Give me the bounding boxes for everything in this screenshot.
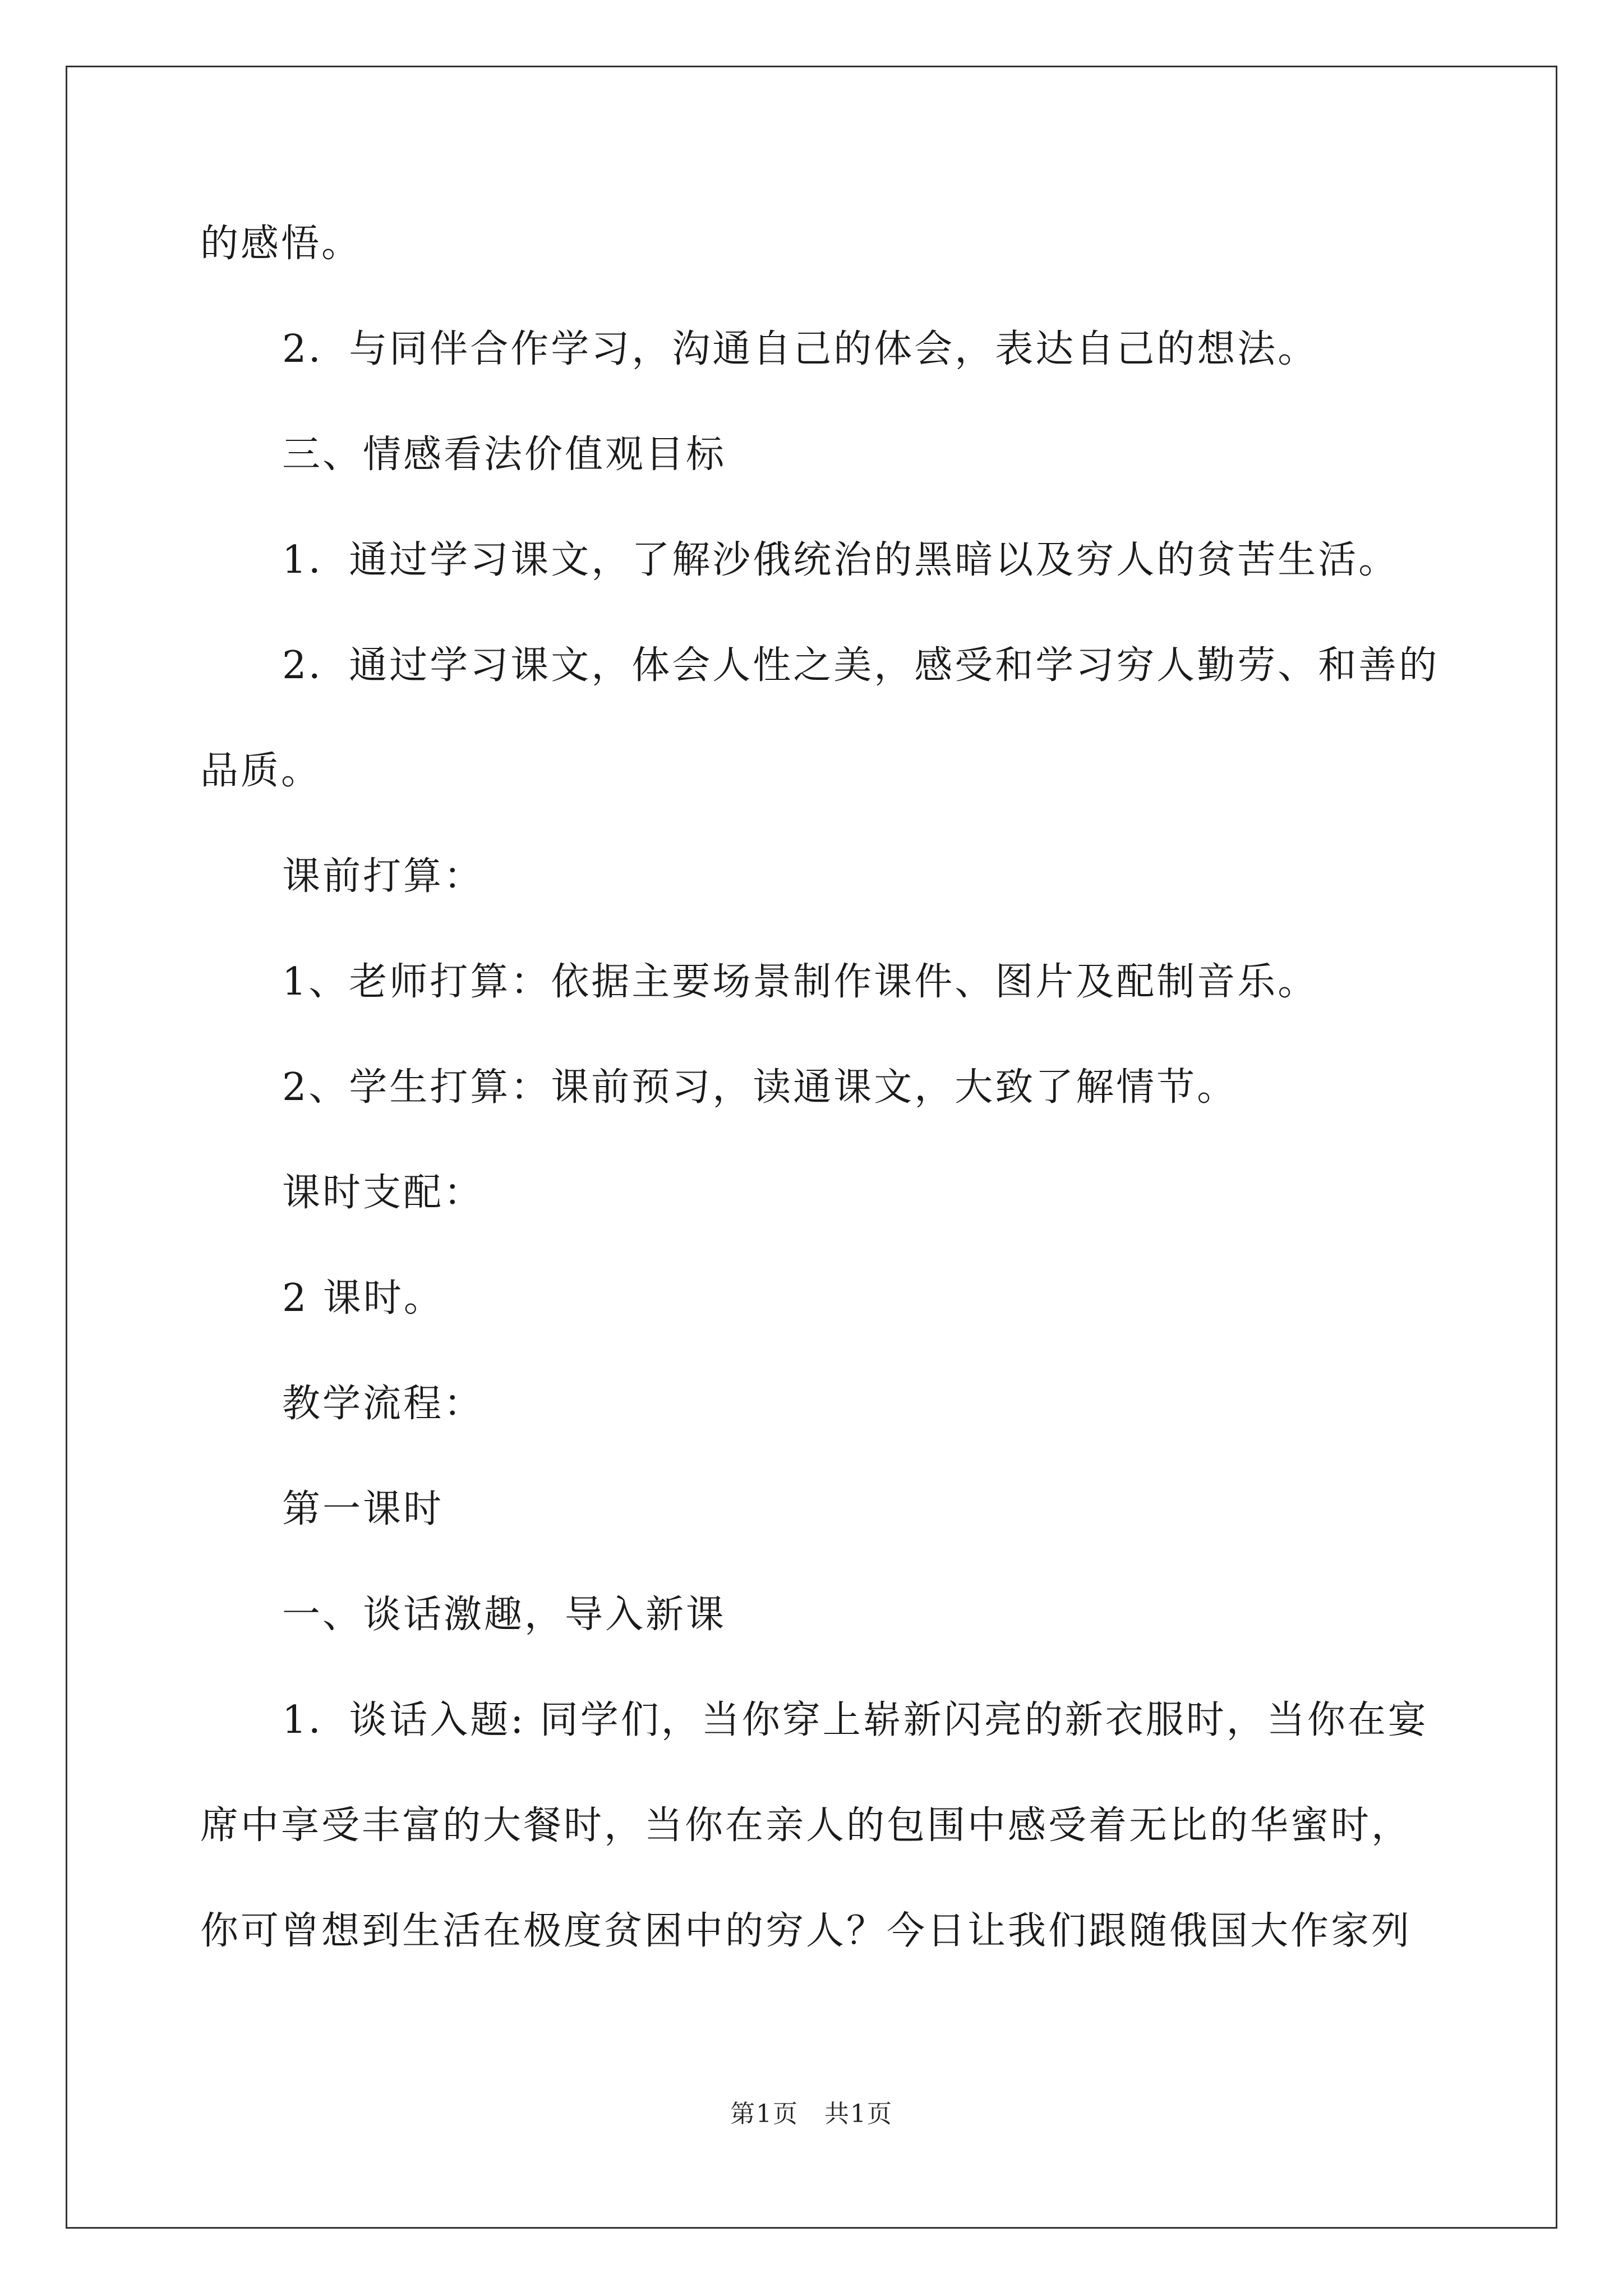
text-line: 1．通过学习课文，了解沙俄统治的黑暗以及穷人的贫苦生活。 bbox=[282, 538, 1399, 582]
section-heading: 第一课时 bbox=[282, 1487, 444, 1531]
text-line: 席中享受丰富的大餐时，当你在亲人的包围中感受着无比的华蜜时， bbox=[200, 1803, 1412, 1848]
section-heading: 课前打算： bbox=[282, 854, 485, 899]
text-line: 2．与同伴合作学习，沟通自己的体会，表达自己的想法。 bbox=[282, 327, 1318, 371]
section-heading: 三、情感看法价值观目标 bbox=[282, 432, 727, 477]
section-heading: 课时支配： bbox=[282, 1171, 485, 1215]
text-line: 品质。 bbox=[200, 749, 322, 793]
page-footer: 第1页 共1页 bbox=[730, 2100, 893, 2128]
text-line: 的感悟。 bbox=[200, 222, 362, 266]
text-line: 2 课时。 bbox=[282, 1276, 444, 1320]
text-line: 你可曾想到生活在极度贫困中的穷人？今日让我们跟随俄国大作家列 bbox=[200, 1909, 1412, 1953]
text-line: 2．通过学习课文，体会人性之美，感受和学习穷人勤劳、和善的 bbox=[282, 643, 1440, 688]
section-heading: 一、谈话激趣，导入新课 bbox=[282, 1593, 727, 1637]
text-line: 1．谈话入题: 同学们，当你穿上崭新闪亮的新衣服时，当你在宴 bbox=[282, 1698, 1428, 1742]
text-line: 1、老师打算：依据主要场景制作课件、图片及配制音乐。 bbox=[282, 960, 1318, 1004]
text-line: 2、学生打算：课前预习，读通课文，大致了解情节。 bbox=[282, 1065, 1238, 1110]
section-heading: 教学流程： bbox=[282, 1382, 485, 1426]
